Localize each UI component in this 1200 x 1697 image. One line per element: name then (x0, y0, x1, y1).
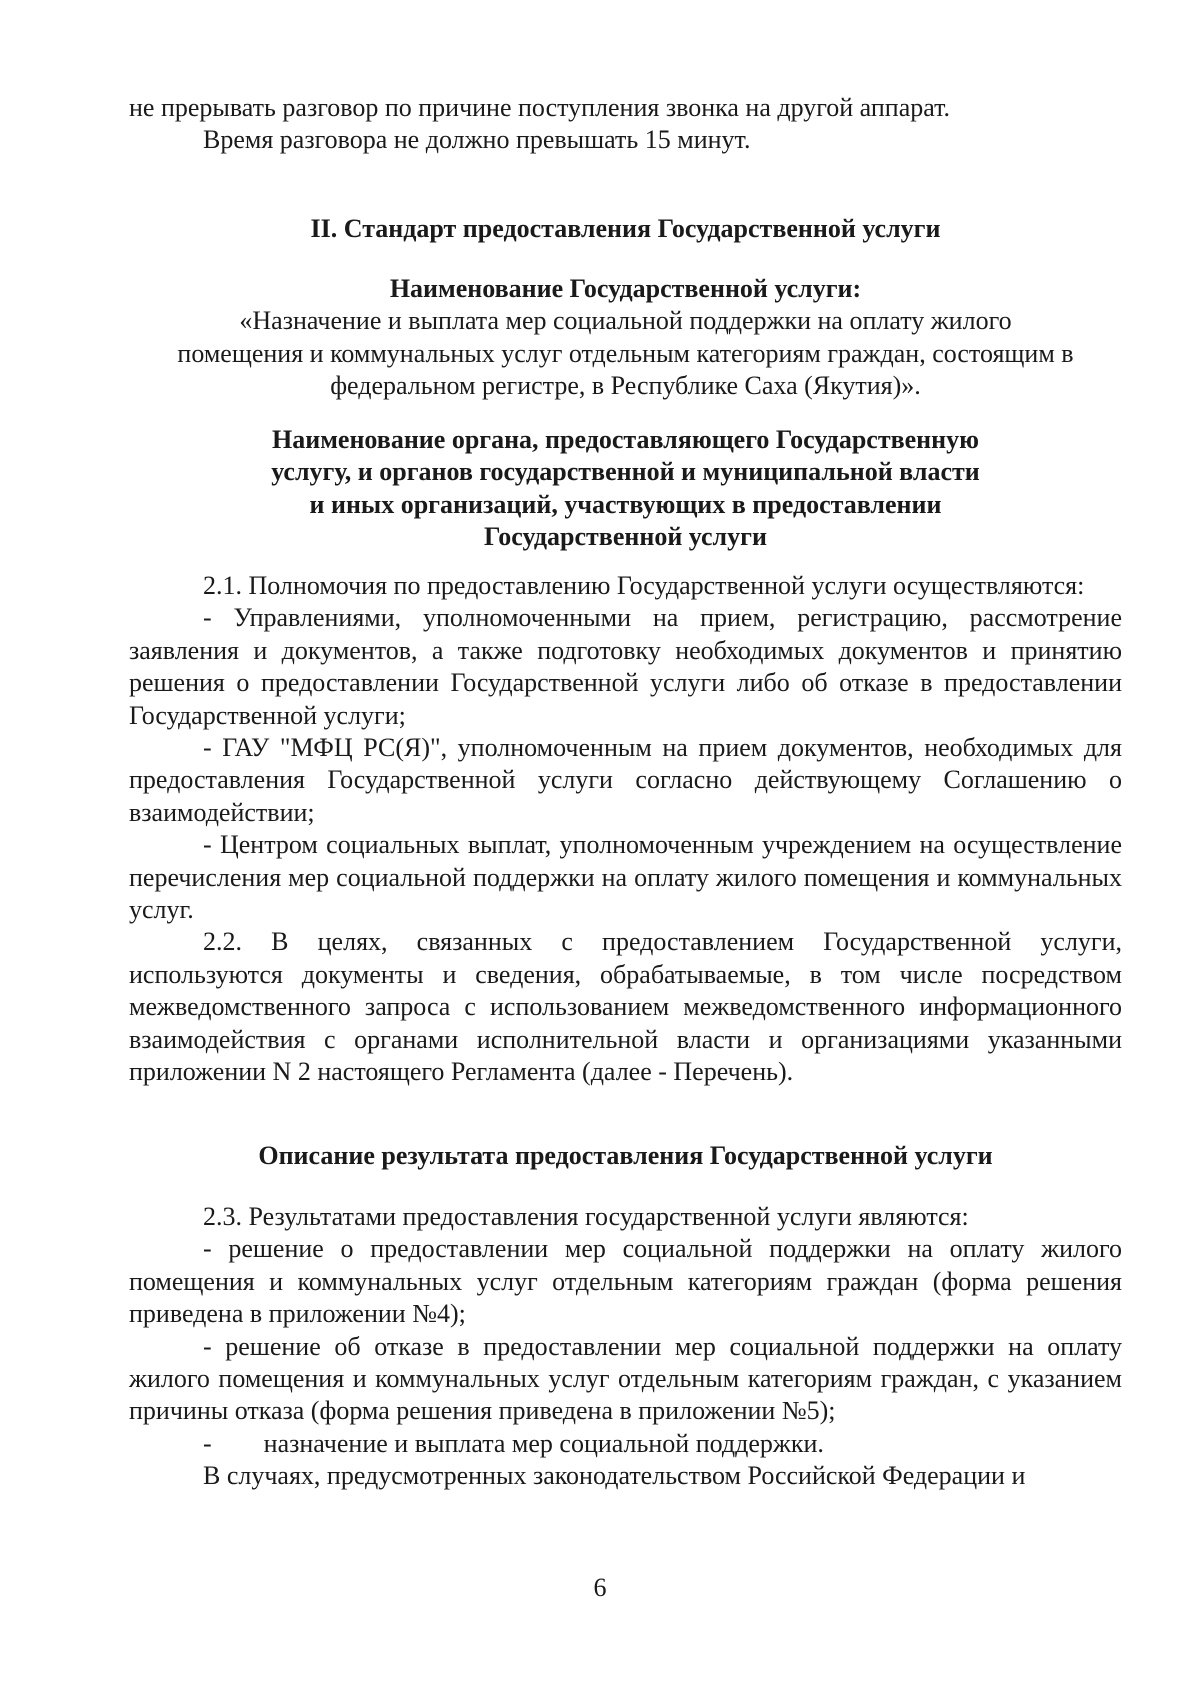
paragraph: - Управлениями, уполномоченными на прием, регистрацию, рассмотрение заявления и документов, а также подготовку необходимых документов и принятию решения о предоставлении Государственной услуги либо об отказе в предоставлении Государственной услуги; (129, 603, 1122, 730)
paragraph: В случаях, предусмотренных законодательством Российской Федерации и (203, 1461, 1026, 1491)
organ-heading-line: Государственной услуги (484, 522, 767, 552)
page-number: 6 (593, 1573, 607, 1602)
service-name-block (129, 273, 1122, 403)
organ-heading-line: и иных организаций, участвующих в предоставлении (309, 489, 942, 519)
service-name-line: помещения и коммунальных услуг отдельным категориям граждан, состоящим в (177, 338, 1074, 368)
organ-heading-line: Наименование органа, предоставляющего Государственную (271, 425, 979, 454)
paragraph: - решение об отказе в предоставлении мер социальной поддержки на оплату жилого помещения и коммунальных услуг отдельным категориям граждан, с указанием причины отказа (форма решения приведена в приложении №5); (129, 1331, 1122, 1426)
section-title-text: II. Стандарт предоставления Государственной услуги (310, 214, 941, 243)
result-paragraphs (129, 1201, 1122, 1493)
paragraph: - Центром социальных выплат, уполномоченным учреждением на осуществление перечисления мер социальной поддержки на оплату жилого помещения и коммунальных услуг. (129, 830, 1122, 925)
result-heading-text: Описание результата предоставления Государственной услуги (258, 1141, 993, 1170)
intro-line: не прерывать разговор по причине поступления звонка на другой аппарат. (129, 93, 951, 122)
intro-block (129, 92, 1122, 157)
result-heading (129, 1140, 1122, 1172)
service-name-line: «Назначение и выплата мер социальной поддержки на оплату жилого (239, 306, 1012, 336)
paragraph: 2.3. Результатами предоставления государственной услуги являются: (203, 1202, 969, 1231)
organ-paragraphs (129, 570, 1122, 1089)
service-name-line: федеральном регистре, в Республике Саха (Якутия)». (330, 371, 921, 401)
paragraph: - ГАУ "МФЦ РС(Я)", уполномоченным на прием документов, необходимых для предоставления Государственной услуги согласно действующему Соглашению о взаимодействии; (129, 733, 1122, 827)
organ-heading (129, 424, 1122, 554)
intro-line: Время разговора не должно превышать 15 минут. (203, 125, 751, 155)
paragraph: 2.2. В целях, связанных с предоставлением Государственной услуги, используются документы и сведения, обрабатываемые, в том числе посредством межведомственного запроса с использованием межведомственного информационного взаимодействия с органами исполнительной власти и организациями указанными приложении N 2 настоящего Регламента (далее - Перечень). (129, 927, 1122, 1087)
paragraph: - назначение и выплата мер социальной поддержки. (203, 1428, 824, 1458)
paragraph: 2.1. Полномочия по предоставлению Государственной услуги осуществляются: (203, 571, 1085, 600)
section-title (129, 213, 1122, 245)
organ-heading-line: услугу, и органов государственной и муниципальной власти (271, 457, 980, 487)
service-name-heading: Наименование Государственной услуги: (389, 274, 862, 303)
paragraph: - решение о предоставлении мер социальной поддержки на оплату жилого помещения и коммунальных услуг отдельным категориям граждан (форма решения приведена в приложении №4); (129, 1234, 1122, 1329)
